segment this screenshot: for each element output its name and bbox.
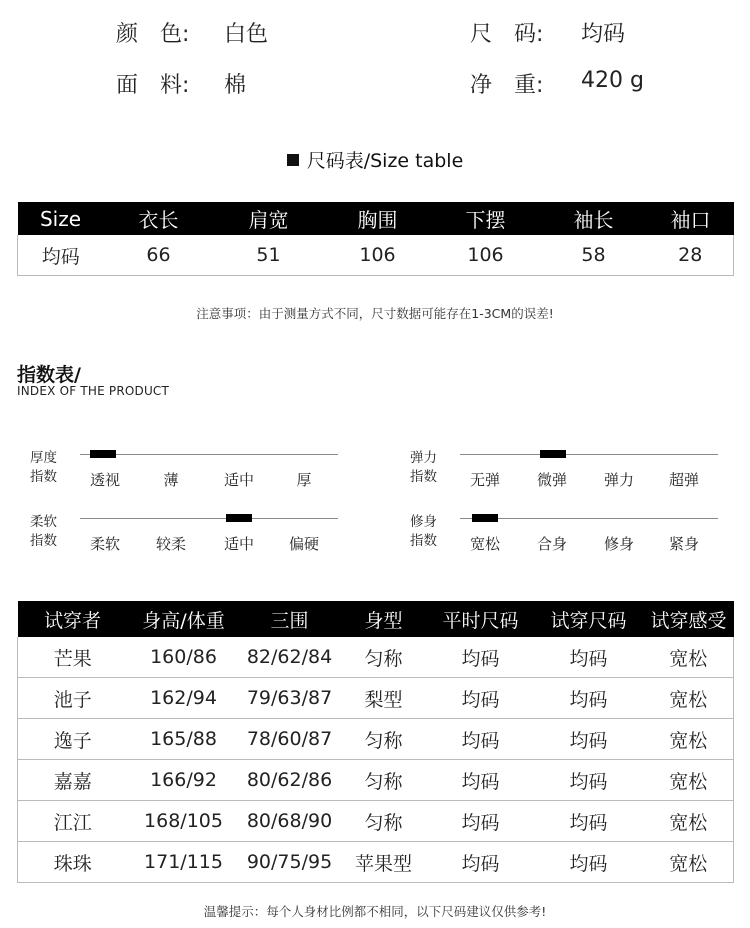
size-table-title: 尺码表/Size table [306, 150, 464, 172]
tryon-cell: 江江 [18, 801, 128, 842]
tryon-cell: 宽松 [644, 678, 734, 719]
tryon-cell: 梨型 [340, 678, 428, 719]
tryon-cell: 均码 [428, 637, 534, 678]
tryon-cell: 均码 [428, 719, 534, 760]
index-option: 超弹 [668, 471, 699, 489]
tryon-cell: 165/88 [128, 719, 240, 760]
tryon-cell: 芒果 [18, 637, 128, 678]
size-table-note: 注意事项：由于测量方式不同，尺寸数据可能存在1-3CM的误差! [196, 306, 554, 321]
tryon-cell: 宽松 [644, 842, 734, 883]
size-table-header-cell: 袖长 [540, 202, 648, 235]
size-table-header-cell: 肩宽 [214, 202, 324, 235]
weight-label: 净 重: [470, 73, 544, 98]
tryon-cell: 逸子 [18, 719, 128, 760]
tryon-cell: 均码 [428, 842, 534, 883]
tryon-cell: 池子 [18, 678, 128, 719]
color-value: 白色 [224, 22, 269, 47]
tryon-cell: 均码 [534, 637, 644, 678]
index-scale-line [80, 518, 338, 519]
square-bullet-icon [287, 154, 299, 166]
index-label-line2: 指数 [410, 533, 437, 549]
size-table-header-cell: 衣长 [104, 202, 214, 235]
tryon-header-cell: 平时尺码 [428, 601, 534, 637]
tryon-cell: 宽松 [644, 801, 734, 842]
size-table-header-row [18, 202, 734, 235]
index-label-line1: 修身 [410, 514, 437, 530]
tryon-cell: 匀称 [340, 801, 428, 842]
tryon-row [18, 842, 734, 883]
size-table [17, 202, 734, 276]
tryon-cell: 78/60/87 [240, 719, 340, 760]
size-table-header-cell: 胸围 [324, 202, 432, 235]
index-level-marker [472, 514, 498, 522]
tryon-cell: 宽松 [644, 760, 734, 801]
tryon-table-header-row [18, 601, 734, 637]
tryon-cell: 苹果型 [340, 842, 428, 883]
index-option: 无弹 [469, 471, 500, 489]
tryon-row [18, 719, 734, 760]
index-option: 紧身 [668, 535, 699, 553]
tryon-header-cell: 试穿者 [18, 601, 128, 637]
fabric-value: 棉 [224, 73, 247, 98]
tryon-cell: 160/86 [128, 637, 240, 678]
index-option: 较柔 [155, 535, 186, 553]
index-label-line2: 指数 [30, 469, 57, 485]
tryon-cell: 均码 [534, 719, 644, 760]
tryon-cell: 82/62/84 [240, 637, 340, 678]
tryon-note: 温馨提示：每个人身材比例都不相同，以下尺码建议仅供参考! [203, 904, 547, 919]
index-level-marker [90, 450, 116, 458]
tryon-cell: 嘉嘉 [18, 760, 128, 801]
color-label: 颜 色: [116, 22, 190, 47]
tryon-cell: 均码 [428, 678, 534, 719]
index-option: 适中 [223, 471, 254, 489]
tryon-cell: 宽松 [644, 719, 734, 760]
size-table-header-cell: 下摆 [432, 202, 540, 235]
index-option: 合身 [536, 535, 567, 553]
weight-value: 420 g [581, 68, 644, 93]
index-option: 宽松 [469, 535, 500, 553]
tryon-cell: 80/68/90 [240, 801, 340, 842]
index-label-line1: 厚度 [30, 450, 57, 466]
tryon-cell: 162/94 [128, 678, 240, 719]
index-level-marker [226, 514, 252, 522]
tryon-table [17, 601, 734, 883]
size-table-cell: 106 [432, 235, 540, 276]
index-subtitle: INDEX OF THE PRODUCT [17, 384, 170, 398]
index-option: 微弹 [536, 471, 567, 489]
tryon-cell: 80/62/86 [240, 760, 340, 801]
tryon-cell: 匀称 [340, 719, 428, 760]
tryon-cell: 90/75/95 [240, 842, 340, 883]
tryon-header-cell: 身高/体重 [128, 601, 240, 637]
index-option: 适中 [223, 535, 254, 553]
size-table-header-cell: 袖口 [648, 202, 734, 235]
tryon-cell: 均码 [534, 760, 644, 801]
index-option: 柔软 [89, 535, 120, 553]
tryon-row [18, 801, 734, 842]
index-level-marker [540, 450, 566, 458]
size-table-header-cell: Size [18, 202, 104, 235]
index-title: 指数表/ [17, 364, 81, 386]
index-label-line2: 指数 [410, 469, 437, 485]
tryon-header-cell: 试穿感受 [644, 601, 734, 637]
tryon-cell: 均码 [534, 678, 644, 719]
tryon-row [18, 678, 734, 719]
index-option: 弹力 [603, 471, 634, 489]
size-table-cell: 66 [104, 235, 214, 276]
size-table-heading [0, 146, 750, 173]
tryon-cell: 均码 [534, 842, 644, 883]
index-label-line1: 弹力 [410, 450, 437, 466]
size-table-cell: 58 [540, 235, 648, 276]
index-scale-line [460, 454, 718, 455]
tryon-cell: 79/63/87 [240, 678, 340, 719]
size-table-cell: 106 [324, 235, 432, 276]
tryon-cell: 168/105 [128, 801, 240, 842]
size-table-cell: 均码 [18, 235, 104, 276]
index-option: 透视 [89, 471, 120, 489]
index-option: 偏硬 [288, 535, 319, 553]
tryon-cell: 珠珠 [18, 842, 128, 883]
size-value: 均码 [581, 22, 626, 47]
tryon-cell: 匀称 [340, 760, 428, 801]
fabric-label: 面 料: [116, 73, 190, 98]
size-table-cell: 28 [648, 235, 734, 276]
index-option: 薄 [163, 471, 179, 489]
tryon-cell: 171/115 [128, 842, 240, 883]
index-scale-line [460, 518, 718, 519]
index-label-line1: 柔软 [30, 514, 57, 530]
tryon-cell: 均码 [534, 801, 644, 842]
index-label-line2: 指数 [30, 533, 57, 549]
index-option: 修身 [603, 535, 634, 553]
tryon-cell: 均码 [428, 801, 534, 842]
size-label: 尺 码: [470, 22, 544, 47]
tryon-cell: 匀称 [340, 637, 428, 678]
index-option: 厚 [296, 471, 312, 489]
tryon-cell: 166/92 [128, 760, 240, 801]
size-table-cell: 51 [214, 235, 324, 276]
index-scale-line [80, 454, 338, 455]
tryon-header-cell: 身型 [340, 601, 428, 637]
tryon-cell: 均码 [428, 760, 534, 801]
tryon-row [18, 760, 734, 801]
tryon-cell: 宽松 [644, 637, 734, 678]
tryon-row [18, 637, 734, 678]
tryon-header-cell: 三围 [240, 601, 340, 637]
tryon-header-cell: 试穿尺码 [534, 601, 644, 637]
size-table-row [18, 235, 734, 276]
